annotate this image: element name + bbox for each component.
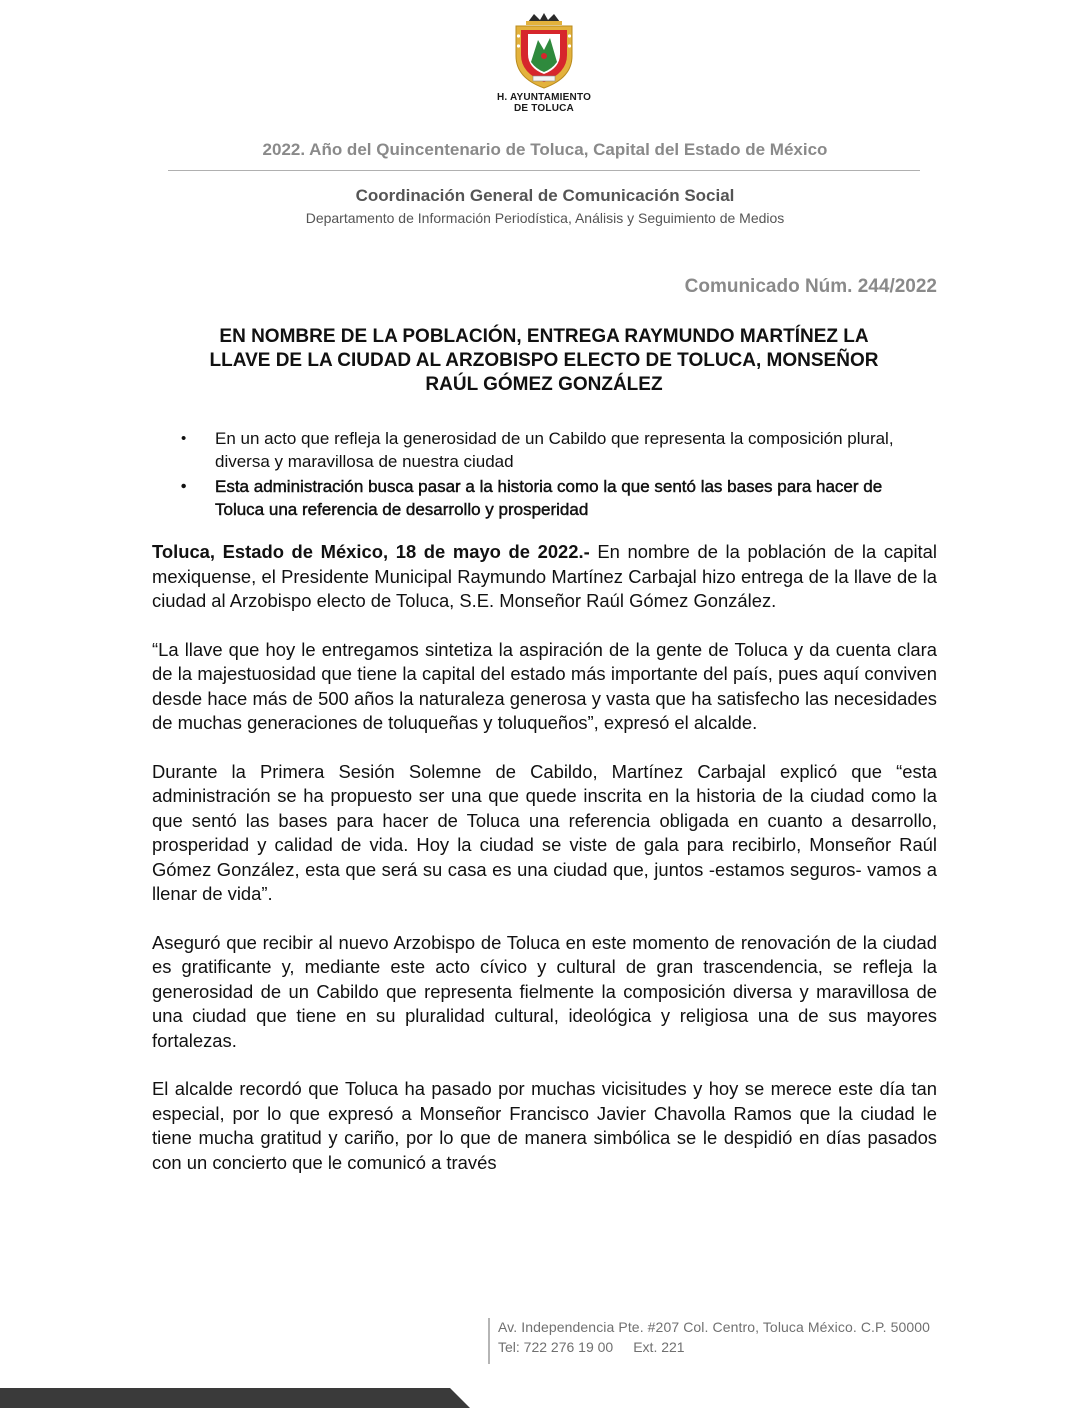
coordination-title: Coordinación General de Comunicación Social [355, 186, 735, 205]
bullet-text: En un acto que refleja la generosidad de un Cabildo que representa la composición plural, diversa y maravillosa de nuestra ciudad [215, 429, 894, 471]
release-number: Comunicado Núm. 244/2022 [684, 276, 937, 297]
dateline: Toluca, Estado de México, 18 de mayo de 2022.- [152, 541, 590, 562]
bullet-icon: • [181, 478, 187, 495]
logo [488, 12, 600, 114]
department-title: Departamento de Información Periodística, Análisis y Seguimiento de Medios [305, 210, 785, 226]
header-divider [168, 170, 920, 171]
toluca-coat-of-arms-icon [506, 12, 582, 90]
paragraph-text: En nombre de la población de la capital mexiquense, el Presidente Municipal Raymundo Martínez Carbajal hizo entrega de la llave de la ciudad al Arzobispo electo de Toluca, S.E. Monseñor Raúl Gómez González. [152, 541, 937, 611]
headline-line2: LLAVE DE LA CIUDAD AL ARZOBISPO ELECTO DE TOLUCA, MONSEÑOR [209, 350, 879, 371]
bullet-item [178, 475, 918, 521]
footer-phone [498, 1339, 685, 1355]
headline [150, 325, 938, 397]
paragraph: “La llave que hoy le entregamos sintetiza la aspiración de la gente de Toluca y da cuenta clara de la majestuosidad que tiene la capital del estado más importante del país, pues aquí conviven desde hace más de 500 años la naturaleza generosa y vasta que ha satisfecho las necesidades de muchas generaciones de toluqueñas y toluqueños”, expresó el alcalde. [152, 638, 937, 733]
phone-number: Tel: 722 276 19 00 [498, 1339, 614, 1355]
bullet-item [178, 427, 918, 473]
footer-address: Av. Independencia Pte. #207 Col. Centro, Toluca México. C.P. 50000 [498, 1319, 931, 1335]
bullet-icon: • [181, 430, 187, 447]
logo-caption-line1: H. AYUNTAMIENTO [496, 92, 592, 103]
paragraph [152, 540, 937, 614]
logo-caption [488, 92, 600, 114]
phone-extension: Ext. 221 [633, 1339, 685, 1355]
paragraph: Durante la Primera Sesión Solemne de Cabildo, Martínez Carbajal explicó que “esta administración se ha propuesto ser una que quede inscrita en la historia de la ciudad como la que sentó las bases para hacer de Toluca una referencia obligada en cuanto a desarrollo, prosperidad y calidad de vida. Hoy la ciudad se viste de gala para recibirlo, Monseñor Raúl Gómez González, esta que será su casa es una ciudad que, juntos -estamos seguros- vamos a llenar de vida”. [152, 760, 937, 904]
article-body [152, 540, 937, 1199]
paragraph: El alcalde recordó que Toluca ha pasado por muchas vicisitudes y hoy se merece este día tan especial, por lo que expresó a Monseñor Francisco Javier Chavolla Ramos que la ciudad le tiene mucha gratitud y cariño, por lo que de manera simbólica se le despidió en días pasados con un concierto que le comunicó a través [152, 1078, 937, 1173]
bullet-text: Esta administración busca pasar a la historia como la que sentó las bases para hacer de Toluca una referencia de desarrollo y prosperidad [215, 477, 883, 519]
bottom-stripe [0, 1388, 470, 1408]
headline-line3: RAÚL GÓMEZ GONZÁLEZ [425, 374, 663, 395]
year-motto: 2022. Año del Quincentenario de Toluca, Capital del Estado de México [262, 140, 828, 159]
footer-divider [488, 1318, 490, 1364]
headline-line1: EN NOMBRE DE LA POBLACIÓN, ENTREGA RAYMUNDO MARTÍNEZ LA [219, 326, 869, 347]
summary-bullets [178, 427, 918, 523]
logo-caption-line2: DE TOLUCA [514, 103, 574, 114]
paragraph: Aseguró que recibir al nuevo Arzobispo de Toluca en este momento de renovación de la ciudad es gratificante y, mediante este acto cívico y cultural de gran trascendencia, se refleja la generosidad de un Cabildo que representa fielmente la composición diversa y maravillosa de una ciudad que tiene en su pluralidad cultural, ideológica y religiosa una de sus mayores fortalezas. [152, 931, 937, 1051]
